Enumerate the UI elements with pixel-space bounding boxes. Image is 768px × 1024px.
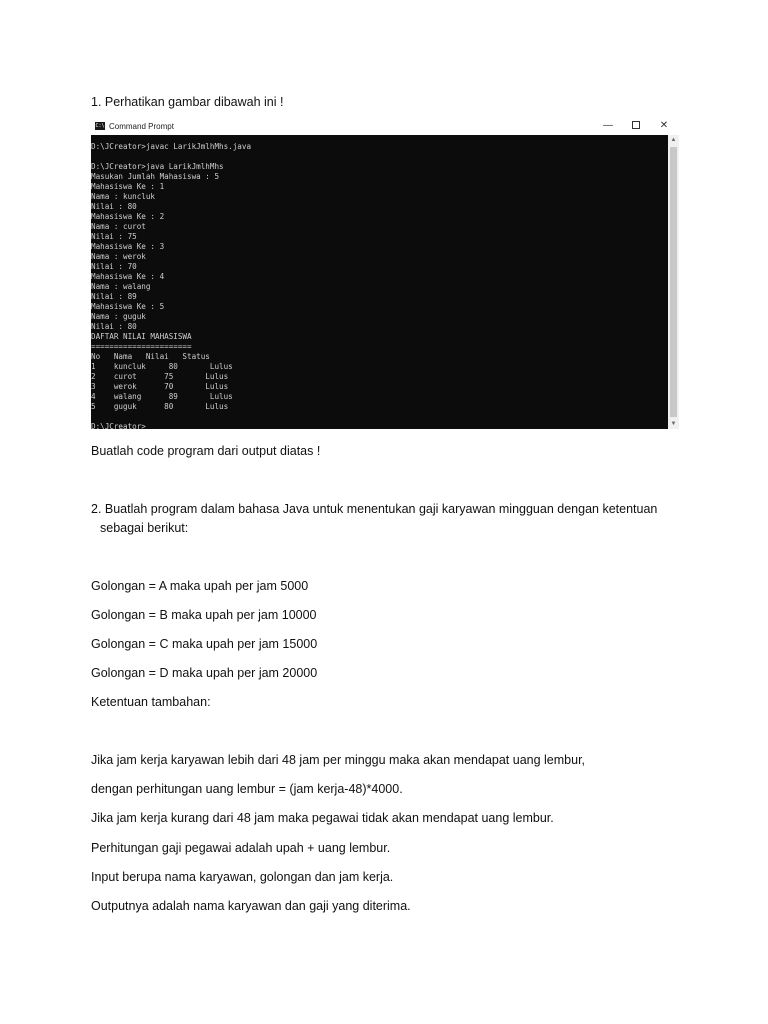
cmd-output-line: Nama : guguk xyxy=(91,312,146,321)
cmd-output-line: Nilai : 80 xyxy=(91,202,137,211)
cmd-output xyxy=(91,135,668,429)
extra-rule-output: Outputnya adalah nama karyawan dan gaji yang diterima. xyxy=(91,899,411,913)
extra-rule-no-overtime: Jika jam kerja kurang dari 48 jam maka pegawai tidak akan mendapat uang lembur. xyxy=(91,811,554,825)
cmd-output-line: Mahasiswa Ke : 5 xyxy=(91,302,165,311)
cmd-output-line: 1 kuncluk 80 Lulus xyxy=(91,362,233,371)
cmd-output-line: Nama : kuncluk xyxy=(91,192,156,201)
cmd-output-line: 3 werok 70 Lulus xyxy=(91,382,229,391)
golongan-b-rule: Golongan = B maka upah per jam 10000 xyxy=(91,608,317,622)
cmd-output-line: D:\JCreator>javac LarikJmlhMhs.java xyxy=(91,142,252,151)
golongan-a-rule: Golongan = A maka upah per jam 5000 xyxy=(91,579,309,593)
question-2-heading-line-2: sebagai berikut: xyxy=(100,521,189,535)
cmd-output-line: Mahasiswa Ke : 1 xyxy=(91,182,165,191)
cmd-output-line: 4 walang 89 Lulus xyxy=(91,392,233,401)
cmd-scrollbar xyxy=(668,135,679,429)
extra-rule-input: Input berupa nama karyawan, golongan dan jam kerja. xyxy=(91,870,394,884)
cmd-output-line: Nilai : 89 xyxy=(91,292,137,301)
cmd-output-line: D:\JCreator> xyxy=(91,422,146,429)
minimize-icon: — xyxy=(603,120,613,131)
cmd-output-line: Mahasiswa Ke : 4 xyxy=(91,272,165,281)
cmd-titlebar xyxy=(91,118,679,135)
cmd-output-line: ====================== xyxy=(91,342,192,351)
maximize-icon xyxy=(626,119,646,133)
cmd-output-line: Masukan Jumlah Mahasiswa : 5 xyxy=(91,172,220,181)
cmd-output-line: No Nama Nilai Status xyxy=(91,352,210,361)
close-icon: ✕ xyxy=(659,120,669,131)
cmd-output-line: Nilai : 70 xyxy=(91,262,137,271)
cmd-output-line: Nilai : 80 xyxy=(91,322,137,331)
question-1-heading: 1. Perhatikan gambar dibawah ini ! xyxy=(91,95,284,109)
cmd-output-line: DAFTAR NILAI MAHASISWA xyxy=(91,332,192,341)
cmd-output-line: Nilai : 75 xyxy=(91,232,137,241)
cmd-output-line: Nama : curot xyxy=(91,222,146,231)
cmd-output-line: Nama : werok xyxy=(91,252,146,261)
cmd-output-line: Mahasiswa Ke : 2 xyxy=(91,212,165,221)
scroll-down-icon: ▼ xyxy=(670,421,677,427)
scroll-up-icon: ▲ xyxy=(670,137,677,143)
terminal-icon: C:\ xyxy=(95,123,105,129)
extra-rule-overtime: Jika jam kerja karyawan lebih dari 48 jam per minggu maka akan mendapat uang lembur, xyxy=(91,753,586,767)
scroll-thumb xyxy=(670,147,677,417)
question-1-instruction: Buatlah code program dari output diatas ! xyxy=(91,444,321,458)
extra-rule-overtime-formula: dengan perhitungan uang lembur = (jam kerja-48)*4000. xyxy=(91,782,403,796)
cmd-output-line: 5 guguk 80 Lulus xyxy=(91,402,229,411)
cmd-output-line: 2 curot 75 Lulus xyxy=(91,372,229,381)
golongan-d-rule: Golongan = D maka upah per jam 20000 xyxy=(91,666,318,680)
extra-rule-salary: Perhitungan gaji pegawai adalah upah + uang lembur. xyxy=(91,841,391,855)
cmd-output-line: D:\JCreator>java LarikJmlhMhs xyxy=(91,162,224,171)
command-prompt-screenshot xyxy=(91,118,679,429)
golongan-c-rule: Golongan = C maka upah per jam 15000 xyxy=(91,637,318,651)
extra-rules-title: Ketentuan tambahan: xyxy=(91,695,211,709)
cmd-window-title: Command Prompt xyxy=(109,122,174,131)
question-2-heading-line-1: 2. Buatlah program dalam bahasa Java untuk menentukan gaji karyawan mingguan dengan ketentuan xyxy=(91,502,658,516)
cmd-output-line: Nama : walang xyxy=(91,282,151,291)
cmd-output-line: Mahasiswa Ke : 3 xyxy=(91,242,165,251)
